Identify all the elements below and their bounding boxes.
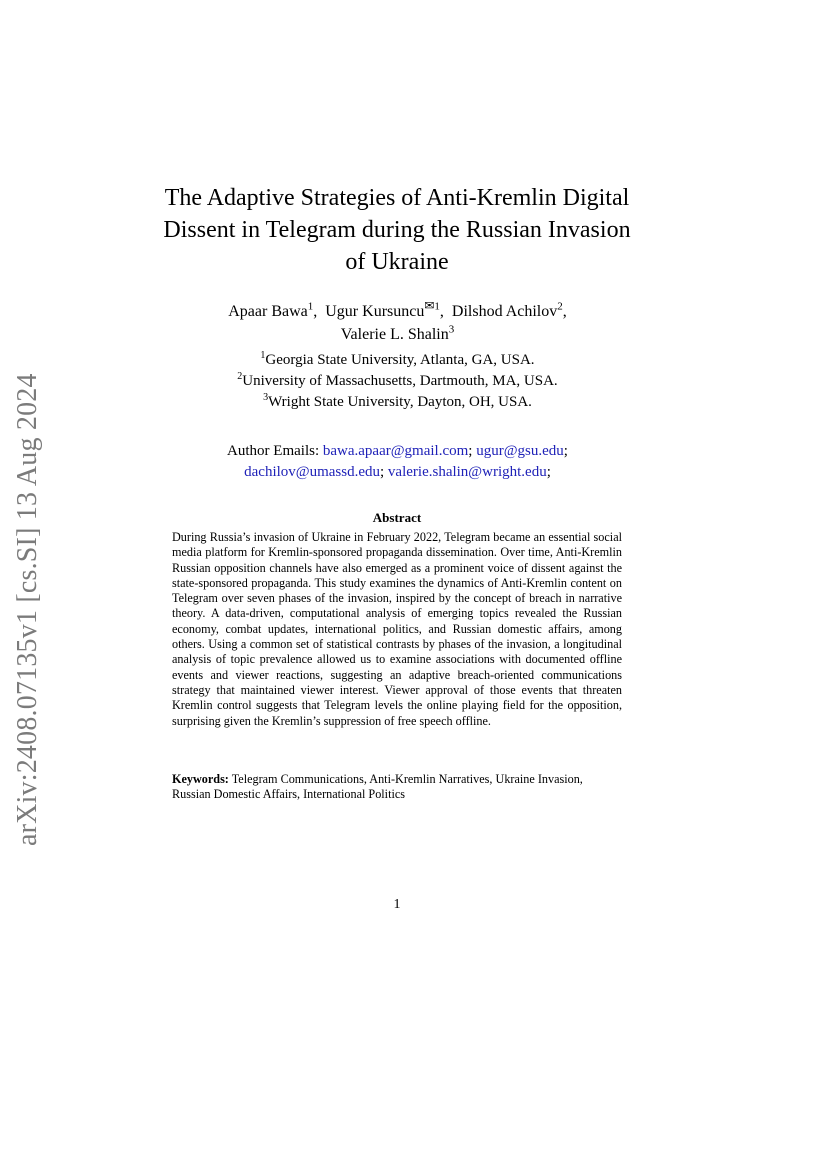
email-link[interactable]: bawa.apaar@gmail.com [322, 443, 469, 459]
author-name: Ugur Kursuncu [325, 303, 425, 320]
author-affil-marker: 3 [448, 323, 455, 336]
paper-title-line: of Ukraine [345, 249, 449, 275]
paper-title-line: Dissent in Telegram during the Russian Invasion [163, 217, 631, 243]
affiliation-list [160, 350, 635, 413]
emails-label: Author Emails: [227, 443, 320, 459]
affiliation: $^3$Wright State University, Dayton, OH, USA. [263, 392, 532, 410]
author-affil-marker: 1 [307, 300, 314, 313]
email-link[interactable]: valerie.shalin@wright.edu [387, 464, 547, 480]
abstract-heading: Abstract [372, 510, 422, 525]
author-name: Dilshod Achilov [451, 303, 558, 320]
author-list: Apaar Bawa$^1$, Ugur Kursuncu$^{✉1}$, Dilshod Achilov$^2$, Valerie L. Shalin$^3$ [228, 298, 567, 343]
author-affil-marker: 1 [434, 300, 440, 313]
abstract-text: During Russia’s invasion of Ukraine in February 2022, Telegram became an essential social media platform for Kremlin-sponsored propaganda dissemination. Over time, Anti-Kremlin Russian opposition channels have also emerged as a prominent voice of dissent against the state-sponsored propaganda. This study examines the dynamics of Anti-Kremlin content on Telegram over seven phases of the invasion, inspired by the concept of breach in narrative theory. A data-driven, computational analysis of emerging topics revealed the Russian economy, combat updates, international politics, and Russian domestic affairs, among others. Using a common set of statistical contrasts by phases of the invasion, a longitudinal analysis of topic prevalence allowed us to examine associations with documented offline events and viewer reactions, suggesting an adaptive breach-oriented communications strategy that maintained viewer interest. Viewer approval of those events that threaten Kremlin control suggests that Telegram levels the online playing field for the opposition, surprising given the Kremlin’s suppression of free speech offline. [172, 530, 622, 728]
arxiv-identifier: arXiv:2408.07135v1 [cs.SI] 13 Aug 2024 [12, 373, 43, 846]
keywords-text: Telegram Communications, Anti-Kremlin Narratives, Ukraine Invasion, Russian Domestic Affairs, International Politics [172, 772, 583, 802]
email-link[interactable]: dachilov@umassd.edu [244, 464, 380, 480]
author-affil-marker: 2 [557, 300, 563, 313]
author-emails: Author Emails: bawa.apaar@gmail.com; ugur@gsu.edu; dachilov@umassd.edu; valerie.shalin@wright.edu; [227, 443, 568, 480]
page-number: 1 [393, 897, 401, 912]
title-block [120, 182, 674, 278]
affiliation: $^1$Georgia State University, Atlanta, GA, USA. [260, 350, 535, 368]
author-name: Valerie L. Shalin [340, 326, 449, 343]
author-name: Apaar Bawa [228, 303, 308, 320]
affiliation: $^2$University of Massachusetts, Dartmouth, MA, USA. [237, 371, 558, 389]
paper-title-line: The Adaptive Strategies of Anti-Kremlin Digital [164, 185, 630, 211]
envelope-icon: ✉ [424, 298, 435, 313]
keywords [172, 772, 622, 803]
email-link[interactable]: ugur@gsu.edu [476, 443, 564, 459]
keywords-label: Keywords: [172, 772, 229, 786]
